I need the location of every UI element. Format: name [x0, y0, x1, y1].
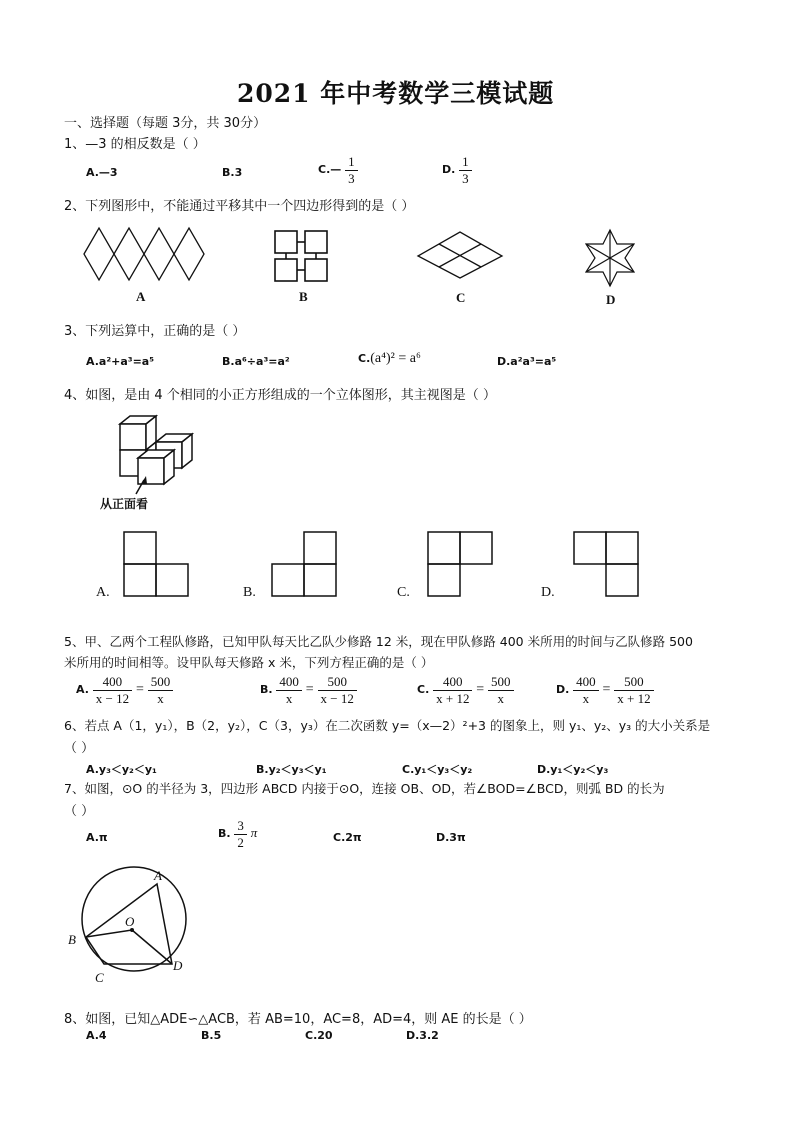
- q5-c-prefix: C.: [417, 683, 430, 697]
- page-title: 2021 年中考数学三模试题: [237, 79, 555, 108]
- fraction-numerator: 500: [318, 674, 357, 691]
- equals-sign: =: [602, 682, 611, 698]
- fraction-denominator: x: [497, 690, 505, 706]
- q4-view-label: 从正面看: [100, 497, 149, 511]
- q1-option-a: A.—3: [86, 166, 118, 179]
- q3-option-c: [358, 351, 421, 367]
- q2-label-d: D: [606, 292, 616, 307]
- q7-point-b-label: B: [68, 932, 76, 947]
- q6-option-a: A.y₃＜y₂＜y₁: [86, 763, 157, 776]
- q5-a-left-fraction: [93, 674, 132, 706]
- question-2-stem: 2、下列图形中，不能通过平移其中一个四边形得到的是（ ）: [64, 199, 415, 214]
- q1-d-prefix: D.: [442, 163, 456, 177]
- q5-d-right-fraction: [614, 674, 653, 706]
- q2-figure-d: [582, 228, 638, 288]
- fraction-denominator: 2: [237, 834, 244, 850]
- fraction-numerator: 400: [276, 674, 302, 691]
- q7-b-fraction: [234, 818, 247, 850]
- question-7-stem-line1: 7、如图，⊙O 的半径为 3，四边形 ABCD 内接于⊙O，连接 OB、OD，若∠BOD=∠BCD，则弧 BD 的长为: [64, 781, 665, 796]
- fraction-numerator: 500: [488, 674, 514, 691]
- q7-point-a-label: A: [154, 868, 162, 883]
- equals-sign: =: [476, 682, 485, 698]
- q3-option-a: A.a²+a³=a⁵: [86, 355, 155, 368]
- question-6-stem-line1: 6、若点 A（1，y₁），B（2，y₂），C（3，y₃）在二次函数 y=（x—2）²+3 的图象上，则 y₁、y₂、y₃ 的大小关系是: [64, 718, 711, 733]
- question-5-stem-line2: 米所用的时间相等。设甲队每天修路 x 米，下列方程正确的是（ ）: [64, 655, 434, 670]
- fraction-numerator: 3: [234, 818, 247, 835]
- q1-option-b: B.3: [222, 166, 243, 179]
- q5-d-prefix: D.: [556, 683, 570, 697]
- q7-option-a: A.π: [86, 831, 108, 844]
- q6-option-c: C.y₁＜y₃＜y₂: [402, 763, 473, 776]
- q5-option-a: [76, 674, 173, 706]
- q2-label-b: B: [299, 289, 308, 304]
- fraction-denominator: x − 12: [95, 690, 130, 706]
- q5-d-left-fraction: [573, 674, 599, 706]
- q5-a-prefix: A.: [76, 683, 89, 697]
- fraction-numerator: 400: [573, 674, 599, 691]
- q1-option-c: [318, 154, 358, 186]
- q4-label-a: A.: [96, 585, 110, 600]
- question-1-stem: 1、—3 的相反数是（ ）: [64, 137, 206, 152]
- question-3-stem: 3、下列运算中，正确的是（ ）: [64, 324, 246, 339]
- q2-figure-c: [418, 232, 506, 280]
- fraction-denominator: x + 12: [436, 690, 470, 706]
- q2-label-c: C: [456, 290, 466, 305]
- q2-figure-b: [273, 229, 333, 285]
- fraction-numerator: 1: [345, 154, 358, 171]
- q7-b-pi: π: [250, 825, 258, 841]
- fraction-numerator: 400: [93, 674, 132, 691]
- q1-option-d: [442, 154, 472, 186]
- q5-option-d: [556, 674, 654, 706]
- section-heading: 一、选择题（每题 3分，共 30分）: [64, 116, 267, 131]
- q5-option-c: [417, 674, 514, 706]
- q2-label-a: A: [136, 289, 146, 304]
- q4-option-d-figure: [572, 530, 640, 596]
- fraction-numerator: 500: [148, 674, 174, 691]
- q4-option-a-figure: [122, 530, 190, 596]
- q7-point-o-label: O: [125, 914, 135, 929]
- q7-option-d: D.3π: [436, 831, 466, 844]
- q8-option-c: C.20: [305, 1029, 333, 1042]
- q5-a-right-fraction: [148, 674, 174, 706]
- equals-sign: =: [305, 682, 314, 698]
- q4-label-c: C.: [397, 585, 410, 600]
- q2-figure-a: [84, 228, 209, 283]
- q5-b-right-fraction: [318, 674, 357, 706]
- q5-c-right-fraction: [488, 674, 514, 706]
- q5-c-left-fraction: [433, 674, 472, 706]
- q5-option-b: [260, 674, 357, 706]
- q4-label-d: D.: [541, 585, 555, 600]
- q1-d-fraction: [459, 154, 472, 186]
- q8-option-a: A.4: [86, 1029, 107, 1042]
- fraction-denominator: x: [157, 690, 164, 706]
- q1-c-fraction: [345, 154, 358, 186]
- question-8-stem: 8、如图，已知△ADE∽△ACB，若 AB=10，AC=8，AD=4，则 AE 的长是（ ）: [64, 1012, 532, 1027]
- q6-option-d: D.y₁＜y₂＜y₃: [537, 763, 609, 776]
- q7-point-d-label: D: [173, 958, 183, 973]
- q7-option-b: [218, 818, 257, 850]
- q4-option-b-figure: [270, 530, 338, 596]
- fraction-denominator: 3: [348, 170, 355, 186]
- fraction-numerator: 500: [614, 674, 653, 691]
- q8-option-d: D.3.2: [406, 1029, 439, 1042]
- q7-b-prefix: B.: [218, 827, 231, 841]
- fraction-denominator: x + 12: [617, 690, 651, 706]
- question-5-stem-line1: 5、甲、乙两个工程队修路，已知甲队每天比乙队少修路 12 米，现在甲队修路 400 米所用的时间与乙队修路 500: [64, 634, 693, 649]
- q6-option-b: B.y₂＜y₃＜y₁: [256, 763, 327, 776]
- q1-c-prefix: C.—: [318, 163, 342, 177]
- fraction-numerator: 400: [433, 674, 472, 691]
- q4-option-c-figure: [426, 530, 494, 596]
- q4-solid-figure: [114, 414, 194, 494]
- q7-option-c: C.2π: [333, 831, 362, 844]
- q3-option-b: B.a⁶÷a³=a²: [222, 355, 290, 368]
- fraction-numerator: 1: [459, 154, 472, 171]
- fraction-denominator: 3: [462, 170, 469, 186]
- q5-b-prefix: B.: [260, 683, 273, 697]
- q4-label-b: B.: [243, 585, 256, 600]
- q7-point-c-label: C: [95, 970, 104, 985]
- equals-sign: =: [135, 682, 144, 698]
- q8-option-b: B.5: [201, 1029, 222, 1042]
- fraction-denominator: x: [285, 690, 293, 706]
- question-6-stem-line2: （ ）: [64, 741, 95, 756]
- q3-c-expression: (a⁴)² = a⁶: [370, 351, 421, 366]
- q3-c-prefix: C.: [358, 352, 371, 365]
- question-4-stem: 4、如图，是由 4 个相同的小正方形组成的一个立体图形，其主视图是（ ）: [64, 388, 496, 403]
- q3-option-d: D.a²a³=a⁵: [497, 355, 557, 368]
- q5-b-left-fraction: [276, 674, 302, 706]
- question-7-stem-line2: （ ）: [64, 804, 95, 819]
- fraction-denominator: x: [582, 690, 590, 706]
- fraction-denominator: x − 12: [320, 690, 354, 706]
